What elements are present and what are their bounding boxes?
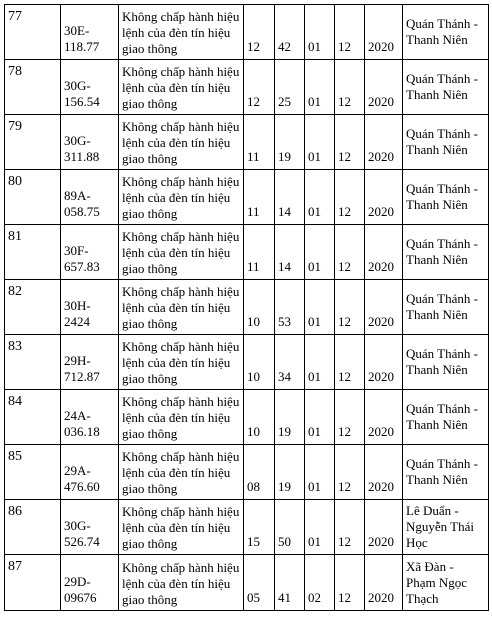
year-cell bbox=[365, 225, 403, 280]
day-cell-text: 01 bbox=[308, 259, 321, 274]
violation-description bbox=[119, 390, 244, 445]
year-cell-text: 2020 bbox=[368, 534, 394, 549]
row-number-text: 78 bbox=[8, 64, 22, 79]
license-plate bbox=[61, 390, 119, 445]
day-cell bbox=[305, 115, 335, 170]
day-cell-text: 01 bbox=[308, 424, 321, 439]
table-row bbox=[5, 500, 489, 555]
minute-cell-text: 34 bbox=[278, 369, 291, 384]
violation-description bbox=[119, 335, 244, 390]
row-number-text: 85 bbox=[8, 449, 22, 464]
hour-cell bbox=[244, 5, 275, 60]
location-cell bbox=[403, 555, 489, 611]
hour-cell bbox=[244, 390, 275, 445]
day-cell-text: 01 bbox=[308, 204, 321, 219]
hour-cell-text: 15 bbox=[247, 534, 260, 549]
location-cell-text: Quán Thánh - Thanh Niên bbox=[406, 456, 478, 487]
minute-cell bbox=[275, 115, 305, 170]
row-number bbox=[5, 280, 61, 335]
location-cell bbox=[403, 500, 489, 555]
minute-cell-text: 19 bbox=[278, 424, 291, 439]
month-cell bbox=[335, 225, 365, 280]
violation-description-text: Không chấp hành hiệu lệnh của đèn tín hiệu giao thông bbox=[122, 119, 240, 166]
violation-description-text: Không chấp hành hiệu lệnh của đèn tín hiệu giao thông bbox=[122, 394, 240, 441]
hour-cell bbox=[244, 225, 275, 280]
day-cell bbox=[305, 170, 335, 225]
license-plate bbox=[61, 60, 119, 115]
month-cell-text: 12 bbox=[338, 590, 351, 605]
month-cell-text: 12 bbox=[338, 534, 351, 549]
violation-description bbox=[119, 115, 244, 170]
hour-cell bbox=[244, 555, 275, 611]
violation-description-text: Không chấp hành hiệu lệnh của đèn tín hiệu giao thông bbox=[122, 339, 240, 386]
year-cell-text: 2020 bbox=[368, 259, 394, 274]
month-cell-text: 12 bbox=[338, 369, 351, 384]
row-number-text: 82 bbox=[8, 284, 22, 299]
day-cell bbox=[305, 500, 335, 555]
license-plate bbox=[61, 445, 119, 500]
row-number bbox=[5, 335, 61, 390]
minute-cell bbox=[275, 555, 305, 611]
violation-description bbox=[119, 500, 244, 555]
day-cell bbox=[305, 60, 335, 115]
day-cell bbox=[305, 335, 335, 390]
row-number bbox=[5, 60, 61, 115]
location-cell-text: Quán Thánh - Thanh Niên bbox=[406, 16, 478, 47]
location-cell bbox=[403, 225, 489, 280]
month-cell bbox=[335, 335, 365, 390]
year-cell-text: 2020 bbox=[368, 369, 394, 384]
location-cell bbox=[403, 170, 489, 225]
year-cell-text: 2020 bbox=[368, 479, 394, 494]
table-row bbox=[5, 390, 489, 445]
row-number-text: 80 bbox=[8, 174, 22, 189]
row-number bbox=[5, 390, 61, 445]
hour-cell bbox=[244, 280, 275, 335]
violation-description-text: Không chấp hành hiệu lệnh của đèn tín hiệu giao thông bbox=[122, 229, 240, 276]
hour-cell bbox=[244, 170, 275, 225]
year-cell-text: 2020 bbox=[368, 39, 394, 54]
minute-cell bbox=[275, 5, 305, 60]
location-cell-text: Quán Thánh - Thanh Niên bbox=[406, 346, 478, 377]
year-cell bbox=[365, 280, 403, 335]
license-plate-text: 30G-526.74 bbox=[64, 518, 100, 549]
license-plate-text: 30E-118.77 bbox=[64, 23, 100, 54]
violation-description-text: Không chấp hành hiệu lệnh của đèn tín hiệu giao thông bbox=[122, 174, 240, 221]
minute-cell bbox=[275, 445, 305, 500]
hour-cell bbox=[244, 115, 275, 170]
row-number-text: 81 bbox=[8, 229, 22, 244]
year-cell bbox=[365, 500, 403, 555]
row-number bbox=[5, 170, 61, 225]
day-cell-text: 01 bbox=[308, 314, 321, 329]
row-number-text: 77 bbox=[8, 9, 22, 24]
row-number-text: 86 bbox=[8, 504, 22, 519]
location-cell bbox=[403, 390, 489, 445]
violation-description-text: Không chấp hành hiệu lệnh của đèn tín hiệu giao thông bbox=[122, 284, 240, 331]
license-plate bbox=[61, 335, 119, 390]
minute-cell-text: 41 bbox=[278, 590, 291, 605]
location-cell bbox=[403, 335, 489, 390]
violation-description bbox=[119, 60, 244, 115]
license-plate-text: 30H-2424 bbox=[64, 298, 91, 329]
license-plate bbox=[61, 500, 119, 555]
table-row bbox=[5, 445, 489, 500]
month-cell-text: 12 bbox=[338, 94, 351, 109]
table-row bbox=[5, 280, 489, 335]
hour-cell bbox=[244, 445, 275, 500]
hour-cell-text: 10 bbox=[247, 424, 260, 439]
violation-description-text: Không chấp hành hiệu lệnh của đèn tín hiệu giao thông bbox=[122, 9, 240, 56]
minute-cell-text: 25 bbox=[278, 94, 291, 109]
license-plate-text: 30F-657.83 bbox=[64, 243, 100, 274]
violation-description-text: Không chấp hành hiệu lệnh của đèn tín hiệu giao thông bbox=[122, 504, 240, 551]
year-cell bbox=[365, 445, 403, 500]
month-cell bbox=[335, 5, 365, 60]
day-cell bbox=[305, 555, 335, 611]
minute-cell bbox=[275, 335, 305, 390]
minute-cell bbox=[275, 390, 305, 445]
license-plate-text: 29H-712.87 bbox=[64, 353, 100, 384]
location-cell bbox=[403, 445, 489, 500]
year-cell bbox=[365, 390, 403, 445]
table-row bbox=[5, 225, 489, 280]
hour-cell bbox=[244, 60, 275, 115]
month-cell bbox=[335, 500, 365, 555]
location-cell-text: Quán Thánh - Thanh Niên bbox=[406, 71, 478, 102]
day-cell bbox=[305, 225, 335, 280]
year-cell-text: 2020 bbox=[368, 424, 394, 439]
license-plate-text: 30G-156.54 bbox=[64, 78, 100, 109]
license-plate bbox=[61, 115, 119, 170]
row-number bbox=[5, 115, 61, 170]
minute-cell bbox=[275, 500, 305, 555]
year-cell-text: 2020 bbox=[368, 590, 394, 605]
hour-cell-text: 12 bbox=[247, 94, 260, 109]
location-cell-text: Quán Thánh - Thanh Niên bbox=[406, 401, 478, 432]
day-cell bbox=[305, 280, 335, 335]
month-cell bbox=[335, 390, 365, 445]
table-row bbox=[5, 115, 489, 170]
violation-description bbox=[119, 5, 244, 60]
table-row bbox=[5, 555, 489, 611]
violation-description bbox=[119, 555, 244, 611]
month-cell-text: 12 bbox=[338, 424, 351, 439]
hour-cell bbox=[244, 335, 275, 390]
violation-description-text: Không chấp hành hiệu lệnh của đèn tín hiệu giao thông bbox=[122, 449, 240, 496]
day-cell bbox=[305, 5, 335, 60]
license-plate bbox=[61, 555, 119, 611]
location-cell bbox=[403, 5, 489, 60]
day-cell-text: 01 bbox=[308, 369, 321, 384]
month-cell bbox=[335, 445, 365, 500]
hour-cell bbox=[244, 500, 275, 555]
month-cell bbox=[335, 170, 365, 225]
table-row bbox=[5, 170, 489, 225]
violation-description bbox=[119, 280, 244, 335]
day-cell-text: 01 bbox=[308, 479, 321, 494]
day-cell-text: 01 bbox=[308, 534, 321, 549]
violation-description-text: Không chấp hành hiệu lệnh của đèn tín hiệu giao thông bbox=[122, 64, 240, 111]
violation-description-text: Không chấp hành hiệu lệnh của đèn tín hiệu giao thông bbox=[122, 560, 240, 607]
year-cell bbox=[365, 170, 403, 225]
location-cell-text: Lê Duẩn - Nguyễn Thái Học bbox=[406, 503, 474, 550]
hour-cell-text: 05 bbox=[247, 590, 260, 605]
violations-table bbox=[4, 4, 489, 611]
hour-cell-text: 08 bbox=[247, 479, 260, 494]
year-cell-text: 2020 bbox=[368, 314, 394, 329]
hour-cell-text: 11 bbox=[247, 259, 260, 274]
minute-cell-text: 50 bbox=[278, 534, 291, 549]
row-number bbox=[5, 500, 61, 555]
month-cell-text: 12 bbox=[338, 204, 351, 219]
hour-cell-text: 11 bbox=[247, 149, 260, 164]
minute-cell bbox=[275, 280, 305, 335]
license-plate bbox=[61, 5, 119, 60]
year-cell bbox=[365, 60, 403, 115]
hour-cell-text: 11 bbox=[247, 204, 260, 219]
location-cell-text: Quán Thánh - Thanh Niên bbox=[406, 291, 478, 322]
day-cell-text: 01 bbox=[308, 39, 321, 54]
minute-cell-text: 14 bbox=[278, 204, 291, 219]
day-cell-text: 02 bbox=[308, 590, 321, 605]
year-cell-text: 2020 bbox=[368, 94, 394, 109]
location-cell-text: Quán Thánh - Thanh Niên bbox=[406, 126, 478, 157]
month-cell-text: 12 bbox=[338, 149, 351, 164]
minute-cell-text: 19 bbox=[278, 479, 291, 494]
row-number bbox=[5, 445, 61, 500]
row-number-text: 84 bbox=[8, 394, 22, 409]
location-cell-text: Quán Thánh - Thanh Niên bbox=[406, 181, 478, 212]
table-row bbox=[5, 335, 489, 390]
violation-description bbox=[119, 225, 244, 280]
minute-cell-text: 42 bbox=[278, 39, 291, 54]
row-number-text: 87 bbox=[8, 559, 22, 574]
month-cell-text: 12 bbox=[338, 314, 351, 329]
license-plate-text: 29A-476.60 bbox=[64, 463, 100, 494]
license-plate-text: 24A-036.18 bbox=[64, 408, 100, 439]
license-plate bbox=[61, 280, 119, 335]
location-cell-text: Xã Đàn - Phạm Ngọc Thạch bbox=[406, 558, 468, 606]
location-cell-text: Quán Thánh - Thanh Niên bbox=[406, 236, 478, 267]
location-cell bbox=[403, 115, 489, 170]
year-cell bbox=[365, 335, 403, 390]
hour-cell-text: 12 bbox=[247, 39, 260, 54]
year-cell-text: 2020 bbox=[368, 149, 394, 164]
location-cell bbox=[403, 280, 489, 335]
license-plate-text: 89A-058.75 bbox=[64, 188, 100, 219]
day-cell bbox=[305, 445, 335, 500]
row-number-text: 83 bbox=[8, 339, 22, 354]
violation-description bbox=[119, 170, 244, 225]
hour-cell-text: 10 bbox=[247, 369, 260, 384]
minute-cell-text: 53 bbox=[278, 314, 291, 329]
day-cell-text: 01 bbox=[308, 149, 321, 164]
location-cell bbox=[403, 60, 489, 115]
license-plate-text: 30G-311.88 bbox=[64, 133, 100, 164]
table-body bbox=[5, 5, 489, 611]
license-plate-text: 29D-09676 bbox=[64, 574, 97, 605]
month-cell-text: 12 bbox=[338, 259, 351, 274]
day-cell-text: 01 bbox=[308, 94, 321, 109]
row-number-text: 79 bbox=[8, 119, 22, 134]
year-cell-text: 2020 bbox=[368, 204, 394, 219]
minute-cell bbox=[275, 225, 305, 280]
row-number bbox=[5, 5, 61, 60]
year-cell bbox=[365, 555, 403, 611]
license-plate bbox=[61, 225, 119, 280]
month-cell-text: 12 bbox=[338, 479, 351, 494]
table-row bbox=[5, 60, 489, 115]
minute-cell bbox=[275, 170, 305, 225]
day-cell bbox=[305, 390, 335, 445]
month-cell bbox=[335, 60, 365, 115]
year-cell bbox=[365, 115, 403, 170]
month-cell bbox=[335, 280, 365, 335]
row-number bbox=[5, 555, 61, 611]
table-row bbox=[5, 5, 489, 60]
minute-cell-text: 14 bbox=[278, 259, 291, 274]
row-number bbox=[5, 225, 61, 280]
violation-description bbox=[119, 445, 244, 500]
month-cell bbox=[335, 555, 365, 611]
license-plate bbox=[61, 170, 119, 225]
month-cell bbox=[335, 115, 365, 170]
year-cell bbox=[365, 5, 403, 60]
hour-cell-text: 10 bbox=[247, 314, 260, 329]
minute-cell bbox=[275, 60, 305, 115]
month-cell-text: 12 bbox=[338, 39, 351, 54]
minute-cell-text: 19 bbox=[278, 149, 291, 164]
